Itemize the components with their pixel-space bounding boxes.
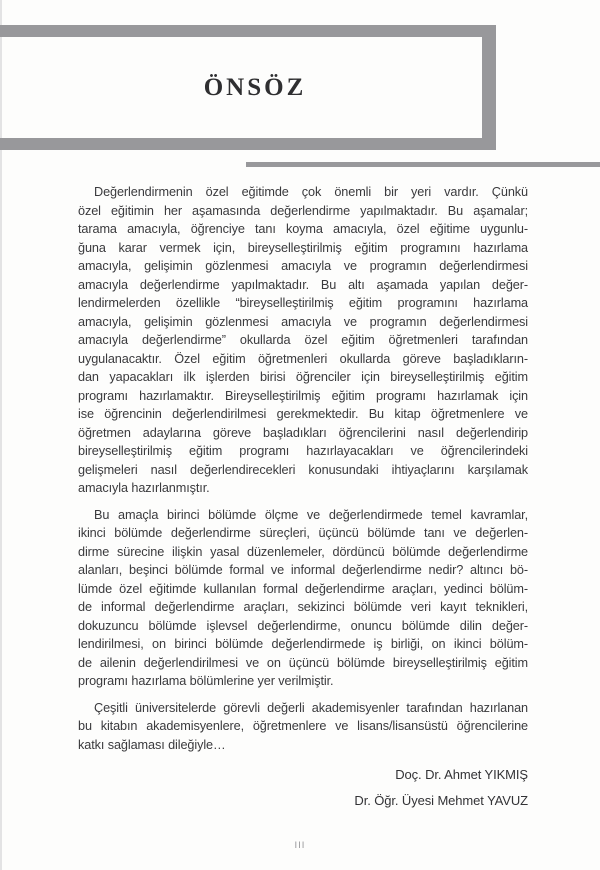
text-line: tarama amacıyla, öğrenciye tanı koyma amacıyla, özel eğitime uygunlu-	[78, 222, 528, 236]
text-line: amacıyla, gelişimin gözlenmesi amacıyla ve programın değerlendirmesi	[78, 314, 528, 329]
text-line: programı hazırlamaktır. Bireyselleştirilmiş eğitim programı hazırlamak için	[78, 388, 528, 403]
page-number: III	[294, 840, 306, 851]
paragraph	[78, 183, 528, 498]
text-line: amacıyla, gelişimin gözlenmesi amacıyla ve programın değerlendirmesi	[78, 259, 528, 273]
text-line: de informal değerlendirme araçları, sekizinci bölümde veri kayıt teknikleri,	[78, 600, 528, 614]
text-line: Değerlendirmenin özel eğitimde çok önemli bir yeri vardır. Çünkü	[94, 185, 528, 199]
text-line: özel eğitimin her aşamasında değerlendirme yapılmaktadır. Bu aşamalar;	[78, 203, 528, 218]
text-line: programı hazırlama bölümlerine yer verilmiştir.	[78, 674, 334, 688]
text-line: gelişmeleri nasıl değerlendirecekleri konusundaki ihtiyaçlarını karşılamak	[78, 462, 528, 477]
text-line: bireyselleştirilmiş eğitim programı hazırlayacakları ve öğrencilerindeki	[78, 444, 528, 458]
text-line: lümde özel eğitimde kullanılan formal değerlendirme araçları, yedinci bölüm-	[78, 581, 528, 596]
paragraph	[78, 699, 528, 755]
text-line: lendirmelerden özellikle “bireyselleştirilmiş eğitim programını hazırlama	[78, 296, 528, 310]
preface-body	[78, 183, 528, 814]
text-line: dokuzuncu bölümde işlevsel değerlendirme, onuncu bölümde dilin değer-	[78, 618, 528, 633]
paragraphs	[78, 183, 528, 754]
text-line: bu kitabın akademisyenlere, öğretmenlere ve lisans/lisansüstü öğrencilerine	[78, 719, 528, 733]
text-line: alanları, beşinci bölümde formal ve informal değerlendirme nedir? altıncı bö-	[78, 563, 528, 577]
text-line: Çeşitli üniversitelerde görevli değerli akademisyenler tarafından hazırlanan	[94, 700, 528, 715]
text-line: dirme sürecine ilişkin yasal düzenlemeler, dördüncü bölümde değerlendirme	[78, 544, 528, 559]
paragraph	[78, 506, 528, 691]
text-line: ikinci bölümde değerlendirme süreçleri, üçüncü bölümde tanı ve değerlen-	[78, 526, 528, 540]
page-title: ÖNSÖZ	[203, 73, 307, 101]
text-line: de ailenin değerlendirilmesi ve on üçüncü bölümde bireyselleştirilmiş eğitim	[78, 655, 528, 670]
text-line: amacıyla değerlendirme” okullarda özel eğitim öğretmenleri tarafından	[78, 333, 528, 347]
text-line: ise öğrencinin değerlendirilmesi gerekmektedir. Bu kitap öğretmenlere ve	[78, 407, 528, 421]
title-shadow-rule	[246, 162, 600, 167]
author-signatures	[78, 762, 528, 814]
preface-title-box	[0, 0, 600, 170]
text-line: dan yapacakları ilk işlerden birisi öğrenciler için bireyselleştirilmiş eğitim	[78, 370, 528, 384]
text-line: öğretmen adaylarına göreve başladıkları öğrencilerini nasıl değerlendirip	[78, 425, 528, 440]
text-line: lendirilmesi, on birinci bölümde değerlendirmede iş birliği, on ikinci bölüm-	[78, 637, 528, 651]
author-signature: Dr. Öğr. Üyesi Mehmet YAVUZ	[354, 793, 528, 808]
text-line: katkı sağlaması dileğiyle…	[78, 737, 226, 752]
author-signature: Doç. Dr. Ahmet YIKMIŞ	[395, 767, 528, 782]
text-line: amacıyla değerlendirme yapılmaktadır. Bu altı aşamada yapılan değer-	[78, 277, 528, 292]
text-line: uygulanacaktır. Özel eğitim öğretmenleri okullarda göreve başladıkların-	[78, 351, 528, 366]
text-line: amacıyla hazırlanmıştır.	[78, 481, 210, 495]
text-line: Bu amaçla birinci bölümde ölçme ve değerlendirmede temel kavramlar,	[94, 507, 528, 522]
text-line: ğuna karar vermek için, bireyselleştirilmiş eğitim programını hazırlama	[78, 240, 528, 255]
title-box-top-border	[0, 25, 496, 37]
title-box-bottom-border	[0, 138, 496, 150]
